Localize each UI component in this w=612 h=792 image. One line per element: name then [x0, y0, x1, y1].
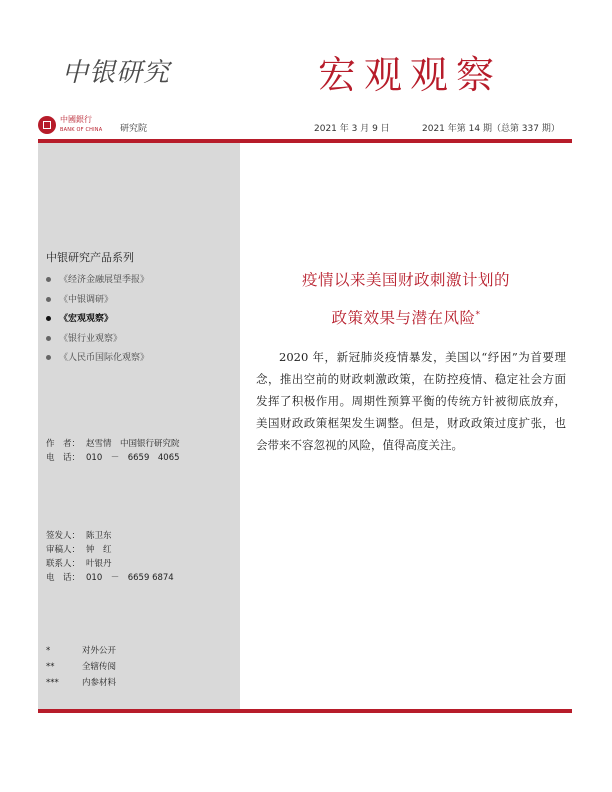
author-block [46, 437, 180, 465]
author-value: 赵雪情 中国银行研究院 [86, 439, 180, 449]
author-label: 作 者： [46, 439, 81, 449]
publication-date: 2021 年 3 月 9 日 [314, 124, 390, 134]
bullet-icon [46, 277, 51, 282]
article-title-line-1: 疫情以来美国财政刺激计划的 [301, 271, 510, 289]
bullet-icon [46, 336, 51, 341]
contact-label: 联系人： [46, 559, 81, 569]
footnote-mark: * [475, 309, 481, 320]
legend-row: *** 内参材料 [46, 678, 117, 688]
article-title-line-2: 政策效果与潜在风险* [331, 309, 481, 327]
publication-title: 宏观观察 [318, 53, 503, 97]
institute-label: 研究院 [120, 124, 148, 134]
series-item[interactable]: 《人民币国际化观察》 [46, 351, 149, 371]
bank-name-en: BANK OF CHINA [60, 127, 103, 133]
series-item[interactable]: 《中银调研》 [46, 293, 149, 313]
staff-block [46, 529, 174, 585]
brand-script-logo: 中银研究 [62, 58, 171, 88]
contact-value: 叶银丹 [86, 559, 112, 569]
legend-row: ** 全辖传阅 [46, 662, 117, 672]
bank-of-china-logo-icon [38, 116, 56, 134]
phone-label: 电 话： [46, 453, 81, 463]
issue-number: 2021 年第 14 期（总第 337 期） [422, 124, 560, 134]
series-item-active[interactable]: 《宏观观察》 [46, 312, 149, 332]
contact-phone-label: 电 话： [46, 573, 81, 583]
bank-name [60, 115, 102, 135]
bank-name-cn: 中國銀行 [60, 115, 92, 124]
signer-value: 陈卫东 [86, 531, 112, 541]
series-item[interactable]: 《经济金融展望季报》 [46, 273, 149, 293]
sidebar-panel [38, 143, 240, 709]
reviewer-value: 钟 红 [86, 545, 112, 555]
series-item[interactable]: 《银行业观察》 [46, 332, 149, 352]
reviewer-label: 审稿人： [46, 545, 81, 555]
bullet-icon [46, 355, 51, 360]
contact-phone-value: 010 － 6659 6874 [86, 573, 174, 583]
bullet-icon [46, 316, 51, 321]
bottom-divider [38, 709, 572, 713]
bullet-icon [46, 297, 51, 302]
article-abstract: 2020 年，新冠肺炎疫情暴发，美国以“纾困”为首要理念，推出空前的财政刺激政策，在防控疫情、稳定社会方面发挥了积极作用。周期性预算平衡的传统方针被彻底放弃，美国财政政策框架发生调整。但是，财政政策过度扩张，也会带来不容忽视的风险，值得高度关注。 [256, 350, 566, 452]
classification-legend [46, 643, 116, 691]
phone-value: 010 － 6659 4065 [86, 453, 180, 463]
legend-row: * 对外公开 [46, 646, 117, 656]
series-title: 中银研究产品系列 [46, 251, 134, 264]
series-list [46, 273, 149, 371]
signer-label: 签发人： [46, 531, 81, 541]
